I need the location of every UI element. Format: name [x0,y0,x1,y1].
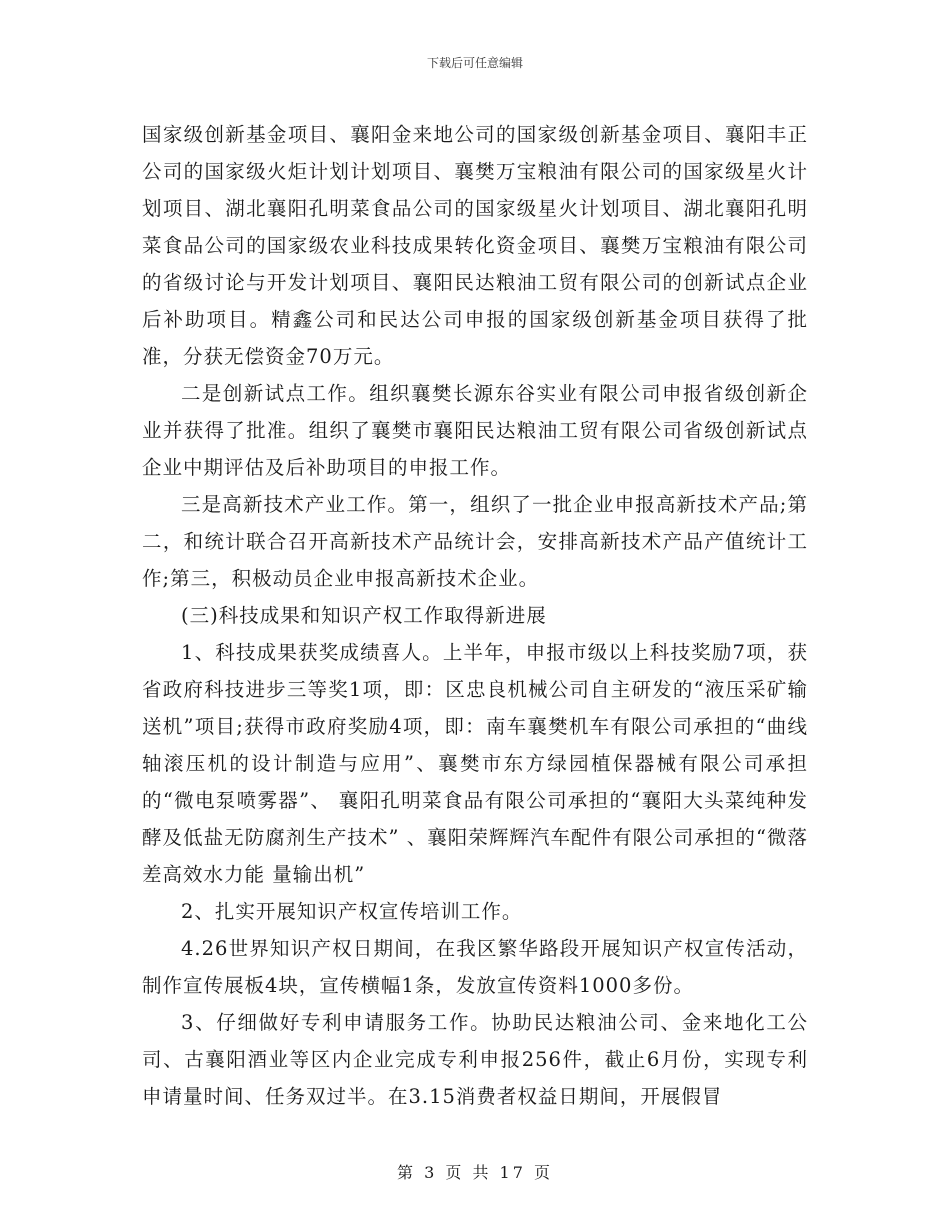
document-body [142,116,808,1115]
paragraph-continuation: 国家级创新基金项目、襄阳金来地公司的国家级创新基金项目、襄阳丰正公司的国家级火炬计划计划项目、襄樊万宝粮油有限公司的国家级星火计划项目、湖北襄阳孔明菜食品公司的国家级星火计划项目、湖北襄阳孔明菜食品公司的国家级农业科技成果转化资金项目、襄樊万宝粮油有限公司的省级讨论与开发计划项目、襄阳民达粮油工贸有限公司的创新试点企业后补助项目。精鑫公司和民达公司申报的国家级创新基金项目获得了批准，分获无偿资金70万元。 [142,123,808,368]
page-number-footer: 第 3 页 共 17 页 [397,1163,553,1182]
paragraph-ip-training-heading: 2、扎实开展知识产权宣传培训工作。 [181,900,523,923]
paragraph-patent-service: 3、仔细做好专利申请服务工作。协助民达粮油公司、金来地化工公司、古襄阳酒业等区内企业完成专利申报256件，截止6月份，实现专利申请量时间、任务双过半。在3.15消费者权益日期间，开展假冒 [142,1011,808,1108]
paragraph-ip-day: 4.26世界知识产权日期间，在我区繁华路段开展知识产权宣传活动，制作宣传展板4块，宣传横幅1条，发放宣传资料1000多份。 [142,937,808,997]
paragraph-high-tech-industry: 三是高新技术产业工作。第一，组织了一批企业申报高新技术产品;第二，和统计联合召开高新技术产品统计会，安排高新技术产品产值统计工作;第三，积极动员企业申报高新技术企业。 [142,493,808,590]
header-note: 下载后可任意编辑 [426,56,523,70]
paragraph-awards: 1、科技成果获奖成绩喜人。上半年，申报市级以上科技奖励7项，获省政府科技进步三等奖1项，即：区忠良机械公司自主研发的“液压采矿输送机”项目;获得市政府奖励4项，即：南车襄樊机车有限公司承担的“曲线轴滚压机的设计制造与应用”、襄樊市东方绿园植保器械有限公司承担的“微电泵喷雾器”、 襄阳孔明菜食品有限公司承担的“襄阳大头菜纯种发酵及低盐无防腐剂生产技术” 、襄阳荣辉辉汽车配件有限公司承担的“微落差高效水力能 量输出机” [142,641,808,886]
paragraph-innovation-pilot: 二是创新试点工作。组织襄樊长源东谷实业有限公司申报省级创新企业并获得了批准。组织了襄樊市襄阳民达粮油工贸有限公司省级创新试点企业中期评估及后补助项目的申报工作。 [142,382,808,479]
section-heading-achievements: (三)科技成果和知识产权工作取得新进展 [181,604,547,627]
